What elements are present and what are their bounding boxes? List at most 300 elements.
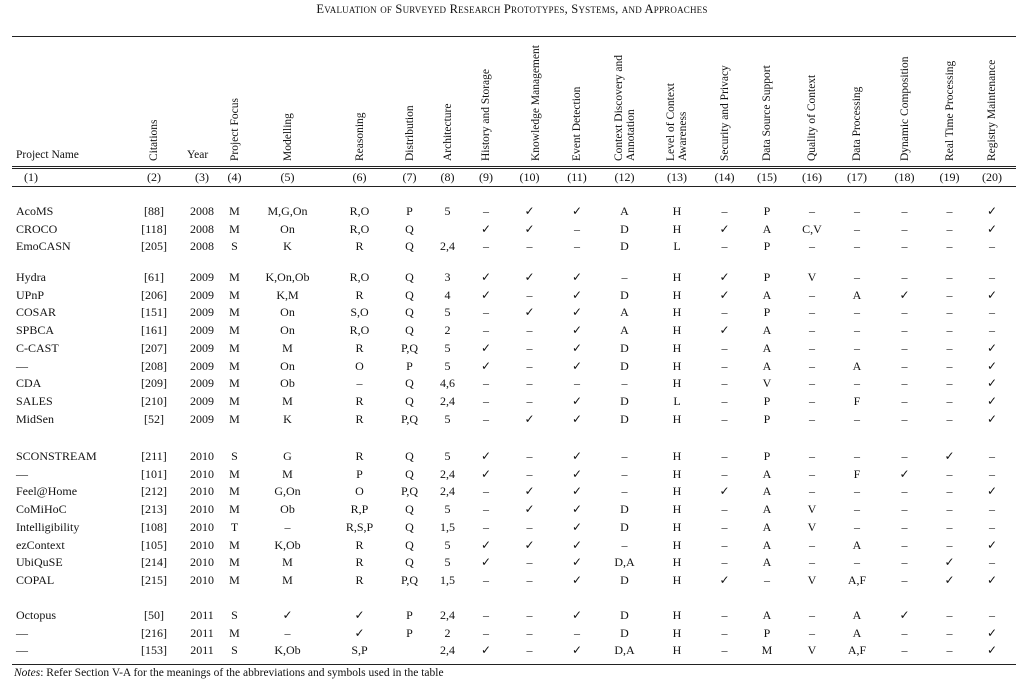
- table-cell: [88]: [144, 204, 164, 218]
- project-name-cell: —: [16, 625, 28, 640]
- table-cell: A: [762, 484, 772, 499]
- table-cell: –: [621, 449, 628, 463]
- column-header-7: Distribution: [403, 105, 416, 161]
- table-cell: –: [526, 340, 533, 355]
- table-cell: A: [620, 204, 629, 218]
- project-name-cell: ezContext: [16, 537, 65, 552]
- table-cell: [211]: [141, 449, 167, 463]
- table-cell: R,O: [349, 221, 370, 236]
- table-cell: [212]: [141, 484, 167, 499]
- table-cell: –: [946, 643, 953, 658]
- table-cell: D: [620, 608, 629, 622]
- table-cell: ✓: [986, 643, 998, 658]
- table-cell: –: [483, 625, 489, 640]
- table-cell: –: [809, 305, 815, 320]
- table-cell: R: [355, 340, 364, 355]
- table-cell: H: [672, 502, 682, 517]
- table-cell: ✓: [480, 537, 492, 552]
- project-name-cell: UbiQuSE: [16, 555, 63, 570]
- table-cell: 2,4: [440, 393, 455, 408]
- table-cell: ✓: [986, 221, 998, 236]
- table-cell: H: [672, 411, 682, 426]
- table-cell: –: [901, 537, 908, 552]
- table-cell: A: [762, 358, 772, 373]
- table-cell: ✓: [524, 484, 535, 499]
- table-cell: A: [620, 305, 629, 320]
- column-header-9: History and Storage: [480, 69, 492, 161]
- table-cell: –: [483, 239, 489, 254]
- column-number: (3): [195, 170, 209, 184]
- table-cell: –: [621, 270, 628, 284]
- table-cell: –: [526, 239, 533, 254]
- table-cell: –: [946, 358, 953, 373]
- table-cell: V: [762, 376, 772, 391]
- table-cell: A: [852, 608, 862, 622]
- table-cell: –: [809, 449, 815, 463]
- table-cell: M: [229, 376, 240, 391]
- table-cell: R: [355, 411, 364, 426]
- table-cell: [210]: [141, 393, 167, 408]
- table-cell: 5: [444, 358, 451, 373]
- project-name-cell: Intelligibility: [16, 519, 80, 534]
- table-cell: 2,4: [440, 484, 455, 499]
- column-number: (8): [440, 170, 455, 184]
- table-cell: [208]: [141, 358, 167, 373]
- table-cell: K,Ob: [274, 643, 301, 658]
- table-cell: –: [483, 204, 489, 218]
- table-cell: O: [355, 484, 364, 499]
- column-header-4: Project Focus: [228, 98, 241, 161]
- column-number: (2): [147, 170, 161, 184]
- table-cell: –: [809, 323, 815, 338]
- table-cell: ✓: [571, 555, 583, 570]
- table-cell: 5: [444, 555, 451, 570]
- table-cell: H: [672, 519, 682, 534]
- table-cell: ✓: [354, 625, 365, 640]
- table-cell: –: [946, 393, 953, 408]
- table-cell: ✓: [986, 287, 998, 302]
- table-cell: –: [721, 204, 728, 218]
- column-number: (1): [24, 170, 38, 184]
- table-cell: A: [762, 537, 772, 552]
- table-cell: L: [673, 393, 681, 408]
- table-cell: ✓: [986, 411, 998, 426]
- table-cell: –: [946, 466, 953, 481]
- table-cell: –: [989, 305, 995, 320]
- table-cell: 2011: [190, 608, 214, 622]
- table-cell: ✓: [719, 221, 730, 236]
- table-cell: ✓: [986, 572, 998, 587]
- table-cell: ✓: [986, 340, 998, 355]
- table-cell: ✓: [480, 287, 492, 302]
- table-cell: –: [989, 323, 995, 338]
- table-cell: –: [989, 519, 995, 534]
- table-cell: ✓: [571, 340, 583, 355]
- table-cell: –: [526, 572, 533, 587]
- table-cell: 2010: [190, 572, 214, 587]
- column-number: (14): [714, 170, 735, 184]
- table-cell: A: [620, 323, 629, 338]
- table-cell: On: [280, 358, 295, 373]
- column-header-6: Reasoning: [353, 112, 366, 161]
- table-cell: –: [946, 502, 953, 517]
- table-cell: [205]: [141, 239, 167, 254]
- table-cell: [151]: [141, 305, 167, 320]
- table-cell: F: [853, 466, 861, 481]
- table-cell: K,M: [276, 287, 299, 302]
- table-cell: O: [355, 358, 364, 373]
- column-header-12: Context Discovery and Annotation: [612, 54, 637, 161]
- table-cell: Q: [405, 555, 414, 570]
- table-cell: –: [284, 519, 291, 534]
- column-header-8: Architecture: [441, 103, 454, 161]
- table-cell: –: [526, 376, 533, 391]
- table-cell: M: [229, 502, 240, 517]
- table-cell: H: [672, 376, 682, 391]
- table-cell: Q: [405, 221, 414, 236]
- notes-label: Notes: [14, 667, 41, 679]
- table-row: [12, 238, 1016, 255]
- table-cell: ✓: [719, 323, 730, 338]
- table-cell: –: [946, 625, 953, 640]
- table-cell: R: [355, 572, 364, 587]
- table-cell: –: [621, 484, 628, 499]
- table-cell: –: [526, 608, 533, 622]
- table-cell: P,Q: [400, 340, 418, 355]
- table-cell: –: [946, 411, 953, 426]
- table-cell: –: [901, 449, 908, 463]
- table-cell: –: [721, 411, 728, 426]
- table-cell: ✓: [719, 270, 730, 284]
- table-cell: –: [946, 323, 953, 338]
- table-cell: ✓: [571, 287, 583, 302]
- table-cell: –: [574, 221, 580, 236]
- table-cell: –: [483, 393, 489, 408]
- table-cell: –: [809, 484, 815, 499]
- table-cell: H: [672, 323, 682, 338]
- table-cell: 2009: [190, 358, 214, 373]
- table-row: [12, 607, 1016, 624]
- table-cell: 2009: [190, 376, 214, 391]
- table-cell: ✓: [571, 608, 583, 622]
- table-cell: –: [526, 449, 533, 463]
- table-cell: ✓: [719, 287, 730, 302]
- table-cell: ✓: [944, 555, 955, 570]
- table-row: [12, 411, 1016, 428]
- table-cell: ✓: [899, 466, 910, 481]
- table-row: [12, 304, 1016, 321]
- table-cell: M,G,On: [267, 204, 308, 218]
- table-cell: –: [854, 411, 860, 426]
- table-cell: H: [672, 484, 682, 499]
- table-cell: –: [721, 305, 728, 320]
- table-cell: ✓: [480, 270, 492, 284]
- table-cell: 5: [444, 411, 451, 426]
- table-cell: V: [807, 270, 817, 284]
- table-cell: –: [854, 502, 860, 517]
- table-cell: T: [230, 519, 239, 534]
- table-cell: –: [721, 555, 728, 570]
- table-cell: ✓: [571, 643, 583, 658]
- table-cell: [215]: [141, 572, 167, 587]
- table-cell: –: [854, 376, 860, 391]
- project-name-cell: —: [16, 643, 28, 658]
- table-cell: 2010: [190, 484, 214, 499]
- table-cell: [214]: [141, 555, 167, 570]
- table-cell: –: [483, 608, 489, 622]
- table-cell: –: [901, 358, 908, 373]
- table-cell: –: [901, 305, 908, 320]
- project-name-cell: EmoCASN: [16, 239, 71, 254]
- table-cell: D: [620, 287, 629, 302]
- table-cell: ✓: [480, 643, 492, 658]
- table-cell: 2009: [190, 411, 214, 426]
- table-cell: G,On: [274, 484, 301, 499]
- table-cell: S,P: [351, 643, 368, 658]
- table-cell: H: [672, 555, 682, 570]
- table-cell: 5: [444, 305, 451, 320]
- table-cell: –: [901, 572, 908, 587]
- table-cell: A: [762, 466, 772, 481]
- table-cell: R: [355, 537, 364, 552]
- table-cell: H: [672, 270, 682, 284]
- table-cell: K,Ob: [274, 537, 301, 552]
- table-cell: –: [809, 393, 815, 408]
- table-cell: 2009: [190, 393, 214, 408]
- table-cell: A: [762, 323, 772, 338]
- table-cell: –: [809, 466, 815, 481]
- table-cell: –: [809, 625, 815, 640]
- table-cell: D: [620, 572, 629, 587]
- table-cell: V: [807, 572, 817, 587]
- table-cell: Q: [405, 305, 414, 320]
- table-cell: ✓: [524, 270, 535, 284]
- table-cell: –: [721, 393, 728, 408]
- table-cell: –: [809, 411, 815, 426]
- table-cell: –: [989, 466, 995, 481]
- table-cell: –: [901, 411, 908, 426]
- table-cell: –: [946, 239, 953, 254]
- table-cell: H: [672, 643, 682, 658]
- table-cell: ✓: [571, 358, 583, 373]
- column-number: (9): [479, 170, 493, 184]
- project-name-cell: —: [16, 358, 28, 373]
- column-header-18: Dynamic Composition: [898, 56, 911, 161]
- table-cell: ✓: [944, 449, 955, 463]
- table-cell: P: [406, 204, 413, 218]
- table-cell: ✓: [282, 608, 293, 622]
- column-header-3: Year: [187, 149, 209, 161]
- column-number: (6): [352, 170, 367, 184]
- table-cell: –: [721, 502, 728, 517]
- project-name-cell: UPnP: [16, 287, 45, 302]
- table-cell: A: [852, 537, 862, 552]
- table-cell: 2008: [190, 239, 214, 254]
- project-name-cell: C-CAST: [16, 340, 59, 355]
- table-cell: [105]: [141, 537, 167, 552]
- table-cell: –: [946, 221, 953, 236]
- table-cell: –: [901, 555, 908, 570]
- table-cell: ✓: [986, 358, 998, 373]
- table-cell: 2010: [190, 519, 214, 534]
- table-row: [12, 221, 1016, 238]
- table-cell: S: [231, 608, 238, 622]
- table-cell: R,O: [349, 204, 370, 218]
- table-cell: –: [526, 393, 533, 408]
- table-row: [12, 537, 1016, 554]
- column-number: (5): [280, 170, 295, 184]
- table-cell: –: [483, 502, 489, 517]
- table-cell: [216]: [141, 625, 167, 640]
- table-cell: –: [721, 376, 728, 391]
- table-cell: –: [809, 608, 815, 622]
- table-cell: –: [901, 484, 908, 499]
- table-cell: –: [901, 376, 908, 391]
- project-name-cell: Hydra: [16, 270, 46, 284]
- table-cell: R: [355, 287, 364, 302]
- table-cell: P: [763, 625, 771, 640]
- table-cell: ✓: [571, 484, 583, 499]
- table-cell: –: [526, 466, 533, 481]
- table-cell: ✓: [571, 323, 583, 338]
- table-cell: H: [672, 221, 682, 236]
- table-cell: M: [229, 393, 240, 408]
- table-cell: –: [946, 376, 953, 391]
- column-number: (16): [802, 170, 822, 184]
- table-cell: ✓: [986, 537, 998, 552]
- table-cell: –: [721, 537, 728, 552]
- table-cell: [101]: [141, 466, 167, 481]
- table-cell: ✓: [571, 572, 583, 587]
- table-cell: Ob: [280, 376, 295, 391]
- column-number: (13): [667, 170, 687, 184]
- table-cell: –: [809, 239, 815, 254]
- table-cell: P: [406, 608, 413, 622]
- table-cell: –: [901, 502, 908, 517]
- table-cell: –: [721, 239, 728, 254]
- table-cell: –: [946, 519, 953, 534]
- table-cell: –: [483, 572, 489, 587]
- table-row: [12, 625, 1016, 642]
- table-cell: –: [989, 555, 995, 570]
- header-row: [12, 30, 1016, 165]
- table-cell: –: [854, 305, 860, 320]
- table-cell: K: [283, 239, 292, 254]
- table-cell: H: [672, 287, 682, 302]
- table-cell: ✓: [986, 204, 998, 218]
- table-cell: ✓: [524, 502, 535, 517]
- table-cell: 5: [444, 537, 451, 552]
- table-cell: H: [672, 572, 682, 587]
- table-cell: –: [764, 572, 770, 587]
- table-cell: A: [762, 519, 772, 534]
- table-cell: Ob: [280, 502, 295, 517]
- table-cell: D: [620, 502, 629, 517]
- table-row: [12, 501, 1016, 518]
- table-cell: A: [762, 555, 772, 570]
- table-cell: 3: [444, 270, 451, 284]
- table-cell: –: [901, 270, 908, 284]
- table-cell: H: [672, 466, 682, 481]
- table-cell: D: [620, 221, 629, 236]
- table-cell: ✓: [480, 449, 492, 463]
- table-cell: A: [762, 287, 772, 302]
- table-cell: ✓: [480, 555, 492, 570]
- table-cell: M: [229, 466, 240, 481]
- table-cell: ✓: [524, 537, 535, 552]
- table-cell: –: [809, 340, 815, 355]
- table-cell: 5: [444, 502, 451, 517]
- evaluation-table: [12, 30, 1016, 658]
- table-caption: [0, 2, 1024, 17]
- column-header-13: Level of Context Awareness: [665, 83, 689, 161]
- table-cell: A: [762, 502, 772, 517]
- table-cell: –: [809, 555, 815, 570]
- table-cell: V: [807, 519, 817, 534]
- table-cell: F: [853, 393, 861, 408]
- table-cell: –: [901, 323, 908, 338]
- table-cell: R,S,P: [345, 519, 374, 534]
- table-cell: ✓: [480, 358, 492, 373]
- table-cell: ✓: [571, 519, 583, 534]
- column-number: (10): [519, 170, 540, 184]
- table-row: [12, 483, 1016, 500]
- table-cell: [209]: [141, 376, 167, 391]
- table-cell: –: [284, 625, 291, 640]
- table-cell: R: [355, 393, 364, 408]
- table-row: [12, 203, 1016, 220]
- table-cell: P: [763, 204, 771, 218]
- project-name-cell: SCONSTREAM: [16, 449, 97, 463]
- table-cell: Q: [405, 466, 414, 481]
- table-row: [12, 322, 1016, 339]
- table-cell: M: [282, 393, 293, 408]
- table-cell: P,Q: [400, 411, 418, 426]
- table-cell: H: [672, 204, 682, 218]
- table-cell: 2,4: [440, 239, 455, 254]
- table-cell: P: [763, 305, 771, 320]
- table-row: [12, 358, 1016, 375]
- table-cell: –: [621, 466, 628, 481]
- table-cell: 2,4: [440, 466, 455, 481]
- table-row: [12, 448, 1016, 465]
- bottom-rule: [12, 664, 1016, 665]
- table-cell: M: [229, 221, 240, 236]
- table-cell: –: [621, 537, 628, 552]
- table-row: [12, 375, 1016, 392]
- table-cell: –: [854, 221, 860, 236]
- table-cell: –: [526, 287, 533, 302]
- table-cell: 2: [444, 625, 451, 640]
- table-cell: H: [672, 608, 682, 622]
- table-cell: –: [621, 376, 628, 391]
- table-cell: 2010: [190, 555, 214, 570]
- table-cell: ✓: [571, 537, 583, 552]
- table-cell: ✓: [524, 204, 535, 218]
- table-cell: –: [356, 376, 363, 391]
- project-name-cell: CROCO: [16, 221, 58, 236]
- project-name-cell: COSAR: [16, 305, 57, 320]
- table-cell: –: [946, 537, 953, 552]
- table-cell: S,O: [350, 305, 369, 320]
- table-cell: M: [229, 270, 240, 284]
- table-cell: ✓: [571, 411, 583, 426]
- table-cell: A,F: [847, 643, 867, 658]
- table-cell: ✓: [986, 625, 998, 640]
- table-cell: –: [526, 625, 533, 640]
- column-number: (7): [402, 170, 417, 184]
- table-cell: M: [229, 287, 240, 302]
